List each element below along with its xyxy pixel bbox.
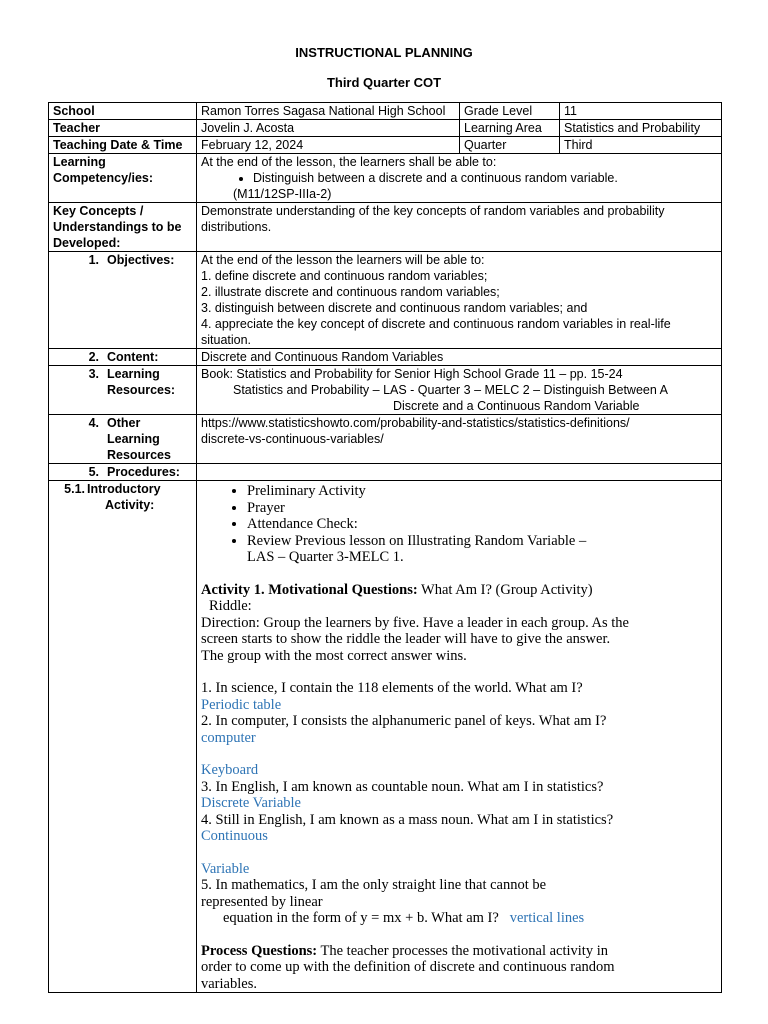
question-5: 5. In mathematics, I am the only straight line that cannot be represented by linear equation in the form of y = mx + b. What am I? vertical lines [201, 877, 585, 926]
answer-1: Periodic table [201, 696, 282, 713]
competency-code: (M11/12SP-IIIa-2) [233, 187, 332, 201]
answer-5: vertical lines [509, 910, 585, 926]
activity-heading-line: Activity 1. Motivational Questions: What Am I? (Group Activity) [201, 581, 593, 598]
answer-4a: Continuous [201, 828, 268, 844]
area-value: Statistics and Probability [560, 120, 722, 137]
question-2: 2. In computer, I consists the alphanumeric panel of keys. What am I? [201, 713, 607, 729]
objectives-label: 1. Objectives: [49, 252, 197, 349]
concepts-content: Demonstrate understanding of the key concepts of random variables and probability distributions. [197, 203, 722, 252]
competency-intro: At the end of the lesson, the learners shall be able to: [201, 155, 497, 169]
other-resources-link[interactable]: https://www.statisticshowto.com/probability-and-statistics/statistics-definitions/ discrete-vs-continuous-variables/ [197, 415, 722, 464]
answer-3: Discrete Variable [201, 795, 301, 811]
bullet-review-cont: LAS – Quarter 3-MELC 1. [247, 549, 404, 565]
question-4: 4. Still in English, I am known as a mass noun. What am I in statistics? [201, 811, 614, 828]
procedures-label: 5. Procedures: [49, 464, 197, 481]
direction-text: Direction: Group the learners by five. Have a leader in each group. As the screen starts to show the riddle the leader will have to give the answer. The group with the most correct answer wins. [201, 614, 629, 664]
bullet-prayer: • Prayer [247, 500, 718, 517]
content-label: 2. Content: [49, 349, 197, 366]
intro-activity-row [49, 481, 722, 993]
procedures-content [197, 464, 722, 481]
competency-list [201, 170, 718, 186]
objectives-row [49, 252, 722, 349]
riddle-label: Riddle: [209, 598, 252, 614]
document-title: INSTRUCTIONAL PLANNING [295, 45, 473, 60]
intro-activity-content [197, 481, 722, 993]
teacher-label: Teacher [49, 120, 197, 137]
grade-value: 11 [560, 103, 722, 120]
objective-item: 1. define discrete and continuous random variables; [201, 269, 488, 283]
quarter-value: Third [560, 137, 722, 154]
area-label: Learning Area [460, 120, 560, 137]
school-label: School [49, 103, 197, 120]
concepts-label: Key Concepts / Understandings to be Developed: [49, 203, 197, 252]
question-1: 1. In science, I contain the 118 elements of the world. What am I? [201, 680, 583, 696]
intro-activity-label: 5.1. Introductory Activity: [49, 481, 197, 993]
teacher-row [49, 120, 722, 137]
competency-label: Learning Competency/ies: [49, 154, 197, 203]
planning-table [48, 102, 722, 993]
grade-label: Grade Level [460, 103, 560, 120]
other-resources-row [49, 415, 722, 464]
activity-bullets [201, 483, 718, 549]
concepts-row [49, 203, 722, 252]
objective-item: 2. illustrate discrete and continuous random variables; [201, 285, 500, 299]
procedures-row [49, 464, 722, 481]
objective-item: 3. distinguish between discrete and continuous random variables; and [201, 301, 588, 315]
bullet-attendance: • Attendance Check: [247, 516, 718, 533]
answer-2b: Keyboard [201, 762, 259, 778]
answer-2a: computer [201, 729, 256, 746]
process-questions: Process Questions: The teacher processes the motivational activity in order to come up with the definition of discrete and continuous random variables. [201, 942, 615, 992]
teacher-value: Jovelin J. Acosta [197, 120, 460, 137]
date-label: Teaching Date & Time [49, 137, 197, 154]
quarter-label: Quarter [460, 137, 560, 154]
school-value: Ramon Torres Sagasa National High School [197, 103, 460, 120]
objectives-content: At the end of the lesson the learners will be able to: 1. define discrete and continuous random variables; 2. illustrate discrete and continuous random variables; 3. distinguish between discrete and continuous random variables; and 4. appreciate the key concept of discrete and continuous random variables in real-life situation. [197, 252, 722, 349]
bullet-preliminary: • Preliminary Activity [247, 483, 718, 500]
competency-row [49, 154, 722, 203]
date-row [49, 137, 722, 154]
question-3: 3. In English, I am known as countable noun. What am I in statistics? [201, 778, 604, 795]
objective-item: situation. [201, 333, 252, 347]
resources-row [49, 366, 722, 415]
content-row [49, 349, 722, 366]
resources-label: 3. Learning Resources: [49, 366, 197, 415]
bullet-review: • Review Previous lesson on Illustrating Random Variable – [247, 533, 718, 550]
competency-bullet: • Distinguish between a discrete and a continuous random variable. [253, 170, 718, 186]
other-resources-label: 4. Other Learning Resources [49, 415, 197, 464]
answer-4b: Variable [201, 860, 250, 877]
school-row [49, 103, 722, 120]
objective-item: 4. appreciate the key concept of discrete and continuous random variables in real-life [201, 317, 671, 331]
document-subtitle: Third Quarter COT [326, 75, 442, 90]
resources-content: Book: Statistics and Probability for Senior High School Grade 11 – pp. 15-24 Statistics and Probability – LAS - Quarter 3 – MELC 2 – Distinguish Between A Discrete and a Continuous Random Variable [197, 366, 722, 415]
competency-content [197, 154, 722, 203]
content-value: Discrete and Continuous Random Variables [197, 349, 722, 366]
date-value: February 12, 2024 [197, 137, 460, 154]
